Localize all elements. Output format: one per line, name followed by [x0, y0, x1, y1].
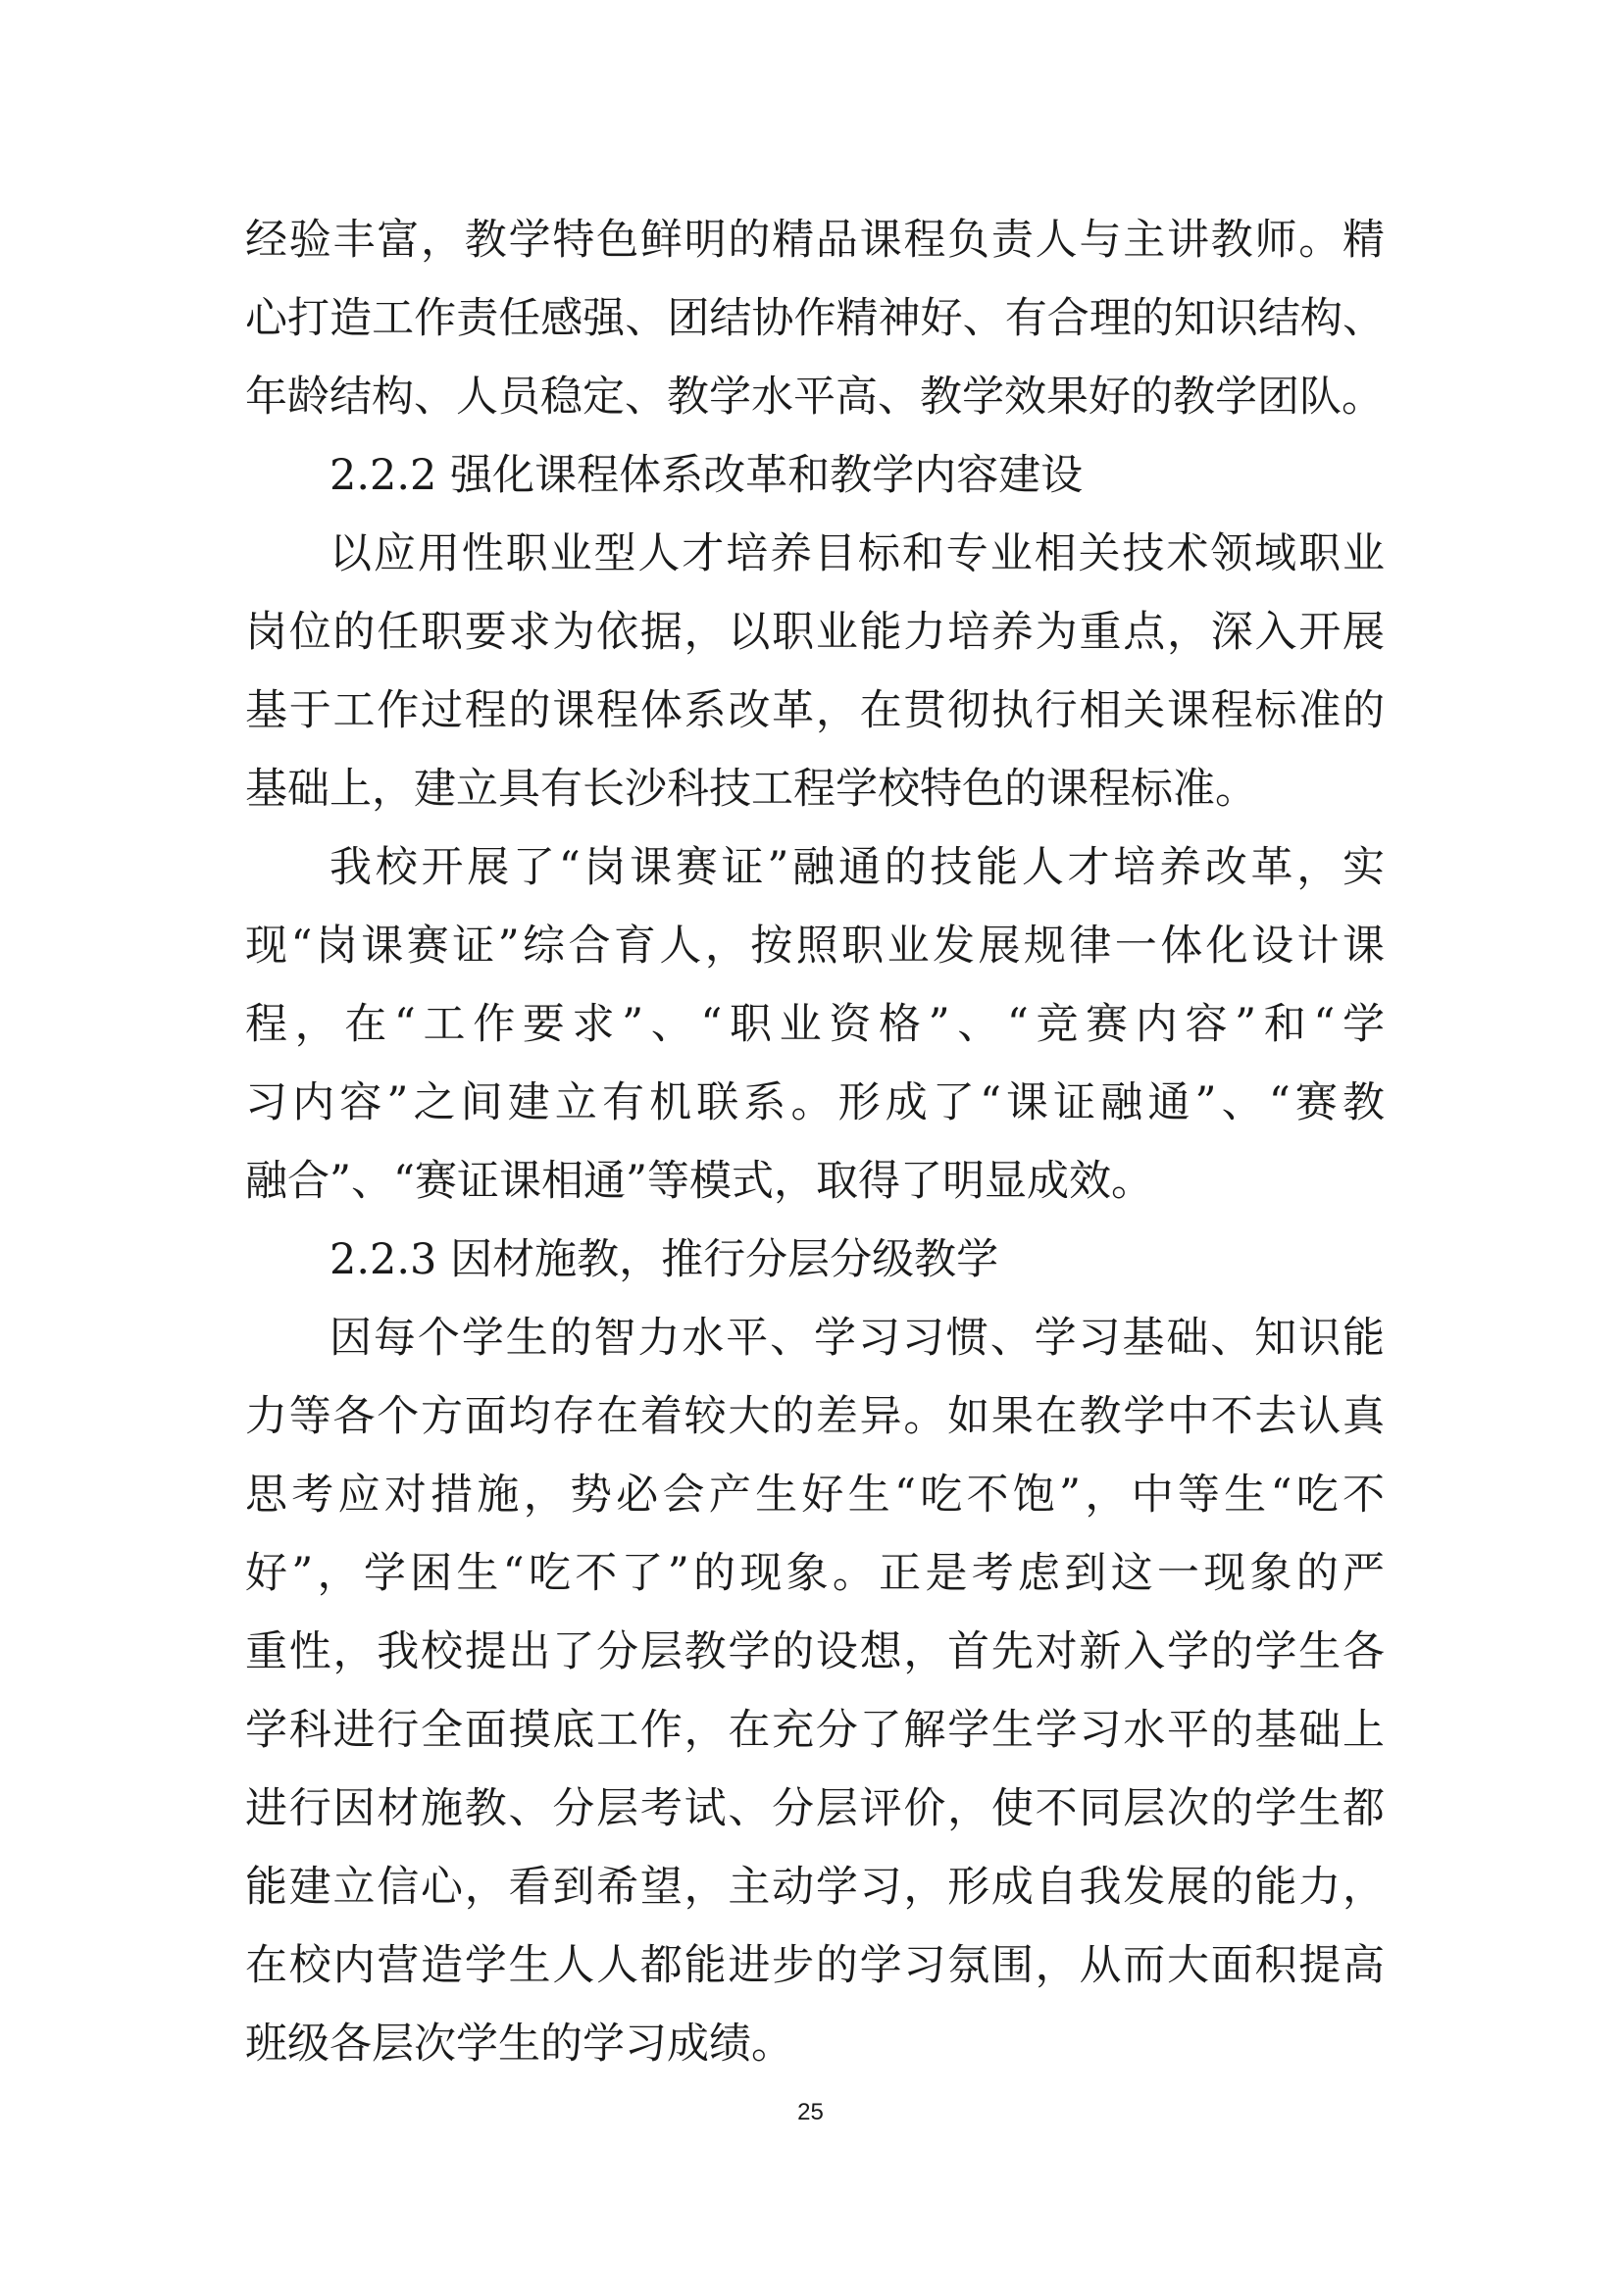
body-text-line: 年龄结构、人员稳定、教学水平高、教学效果好的教学团队。 — [245, 373, 1384, 422]
body-text-line: 融合”、“赛证课相通”等模式，取得了明显成效。 — [245, 1157, 1153, 1206]
body-text-line: 现“岗课赛证”综合育人，按照职业发展规律一体化设计课 — [245, 922, 1385, 971]
body-text-line: 岗位的任职要求为依据，以职业能力培养为重点，深入开展 — [245, 608, 1385, 657]
body-text-line: 学科进行全面摸底工作，在充分了解学生学习水平的基础上 — [245, 1706, 1385, 1755]
body-text-line: 在校内营造学生人人都能进步的学习氛围，从而大面积提高 — [245, 1941, 1385, 1990]
body-text-line: 进行因材施教、分层考试、分层评价，使不同层次的学生都 — [245, 1784, 1385, 1833]
body-text-line: 班级各层次学生的学习成绩。 — [245, 2020, 793, 2069]
body-text-line: 力等各个方面均存在着较大的差异。如果在教学中不去认真 — [245, 1392, 1385, 1441]
body-text-line: 习内容”之间建立有机联系。形成了“课证融通”、“赛教 — [245, 1078, 1385, 1127]
body-text-line: 重性，我校提出了分层教学的设想，首先对新入学的学生各 — [245, 1627, 1385, 1676]
body-text-line: 基础上，建立具有长沙科技工程学校特色的课程标准。 — [245, 765, 1257, 814]
body-text-line: 以应用性职业型人才培养目标和专业相关技术领域职业 — [329, 529, 1385, 578]
page-number: 25 — [797, 2099, 824, 2125]
section-heading-2-2-3: 2.2.3 因材施教，推行分层分级教学 — [329, 1235, 999, 1284]
section-heading-2-2-2: 2.2.2 强化课程体系改革和教学内容建设 — [329, 451, 1084, 500]
body-text-line: 因每个学生的智力水平、学习习惯、学习基础、知识能 — [329, 1314, 1385, 1363]
body-text-line: 能建立信心，看到希望，主动学习，形成自我发展的能力， — [245, 1863, 1385, 1912]
body-text-line: 基于工作过程的课程体系改革，在贯彻执行相关课程标准的 — [245, 686, 1385, 735]
body-text-line: 好”，学困生“吃不了”的现象。正是考虑到这一现象的严 — [245, 1549, 1385, 1598]
body-text-line: 心打造工作责任感强、团结协作精神好、有合理的知识结构、 — [245, 294, 1385, 343]
body-text-line: 程，在“工作要求”、“职业资格”、“竞赛内容”和“学 — [245, 1000, 1385, 1049]
body-text-line: 经验丰富，教学特色鲜明的精品课程负责人与主讲教师。精 — [245, 216, 1385, 265]
body-text-line: 我校开展了“岗课赛证”融通的技能人才培养改革，实 — [329, 843, 1385, 892]
body-text-line: 思考应对措施，势必会产生好生“吃不饱”，中等生“吃不 — [245, 1471, 1385, 1520]
